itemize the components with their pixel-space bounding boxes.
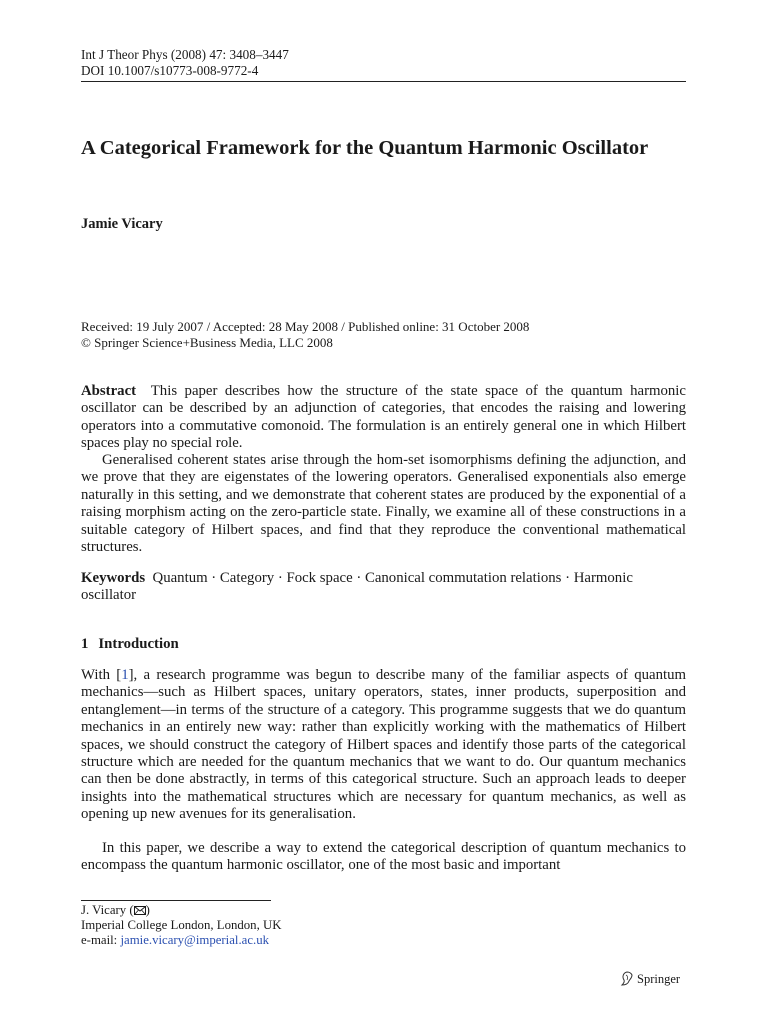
intro-paragraph-2: In this paper, we describe a way to extend the categorical description of quantum mechanics to encompass the quantum harmonic oscillator, one of the most basic and important — [81, 840, 686, 874]
copyright-line: © Springer Science+Business Media, LLC 2008 — [81, 335, 333, 350]
intro-paragraph-1 — [81, 667, 686, 824]
footnote — [81, 903, 281, 948]
keywords-text: Quantum · Category · Fock space · Canonical commutation relations · Harmonic oscillator — [81, 570, 633, 604]
author-name: Jamie Vicary — [81, 216, 163, 232]
section-heading — [81, 636, 179, 653]
citation-link[interactable]: 1 — [121, 667, 129, 683]
section-title: Introduction — [98, 636, 179, 652]
publisher-name: Springer — [637, 971, 681, 986]
journal-header — [81, 47, 289, 79]
intro-text-rest: ], a research programme was begun to describe many of the familiar aspects of quantum mechanics—such as Hilbert spaces, unitary operators, states, inner products, superposition and entanglement—in terms of the structure of a category. This programme suggests that we do quantum mechanics in an entirely new way: rather than explicitly working with the mathematics of Hilbert spaces, we should construct the category of Hilbert spaces and identify those parts of the categorical structure which are needed for the quantum mechanics that we want to do. Our quantum mechanics can then be done abstractly, in terms of this categorical structure. Such an approach leads to deeper insights into the mathematical structures which are necessary for quantum mechanics, as well as opening up new avenues for its generalisation. — [81, 667, 686, 823]
footnote-rule — [81, 900, 271, 901]
email-label: e-mail: — [81, 933, 121, 947]
footnote-name-close: ) — [145, 903, 150, 917]
intro-text-start: With [ — [81, 667, 122, 683]
footnote-email-line — [81, 933, 281, 948]
footnote-author — [81, 903, 281, 918]
paper-title: A Categorical Framework for the Quantum Harmonic Oscillator — [81, 137, 649, 159]
publication-info — [81, 319, 529, 351]
journal-citation: Int J Theor Phys (2008) 47: 3408–3447 — [81, 47, 289, 62]
email-link[interactable]: jamie.vicary@imperial.ac.uk — [120, 933, 270, 947]
footnote-name: J. Vicary ( — [81, 903, 134, 917]
footnote-affiliation: Imperial College London, London, UK — [81, 918, 282, 932]
dates-line: Received: 19 July 2007 / Accepted: 28 May 2008 / Published online: 31 October 2008 — [81, 319, 530, 334]
keywords — [81, 570, 686, 605]
abstract-label: Abstract — [81, 383, 137, 399]
springer-logo-icon — [620, 971, 634, 987]
doi: DOI 10.1007/s10773-008-9772-4 — [81, 63, 259, 78]
abstract-paragraph-1 — [81, 383, 686, 453]
publisher-logo — [620, 971, 680, 987]
abstract-paragraph-2: Generalised coherent states arise through the hom-set isomorphisms defining the adjunction, and we prove that they are eigenstates of the lowering operators. Generalised exponentials also emerge naturally in this setting, and we demonstrate that coherent states are produced by the exponential of a raising morphism acting on the zero-particle state. Finally, we examine all of these constructions in a suitable category of Hilbert spaces, and find that they reproduce the conventional mathematical structures. — [81, 452, 686, 556]
abstract-text-1: This paper describes how the structure of the state space of the quantum harmonic oscillator can be described by an adjunction of categories, that encodes the raising and lowering operators into a commutative comonoid. The formulation is an entirely general one in which Hilbert spaces play no special role. — [81, 383, 686, 452]
section-number: 1 — [81, 636, 89, 652]
header-rule — [81, 81, 686, 82]
envelope-icon — [134, 904, 146, 913]
keywords-label: Keywords — [81, 570, 146, 586]
